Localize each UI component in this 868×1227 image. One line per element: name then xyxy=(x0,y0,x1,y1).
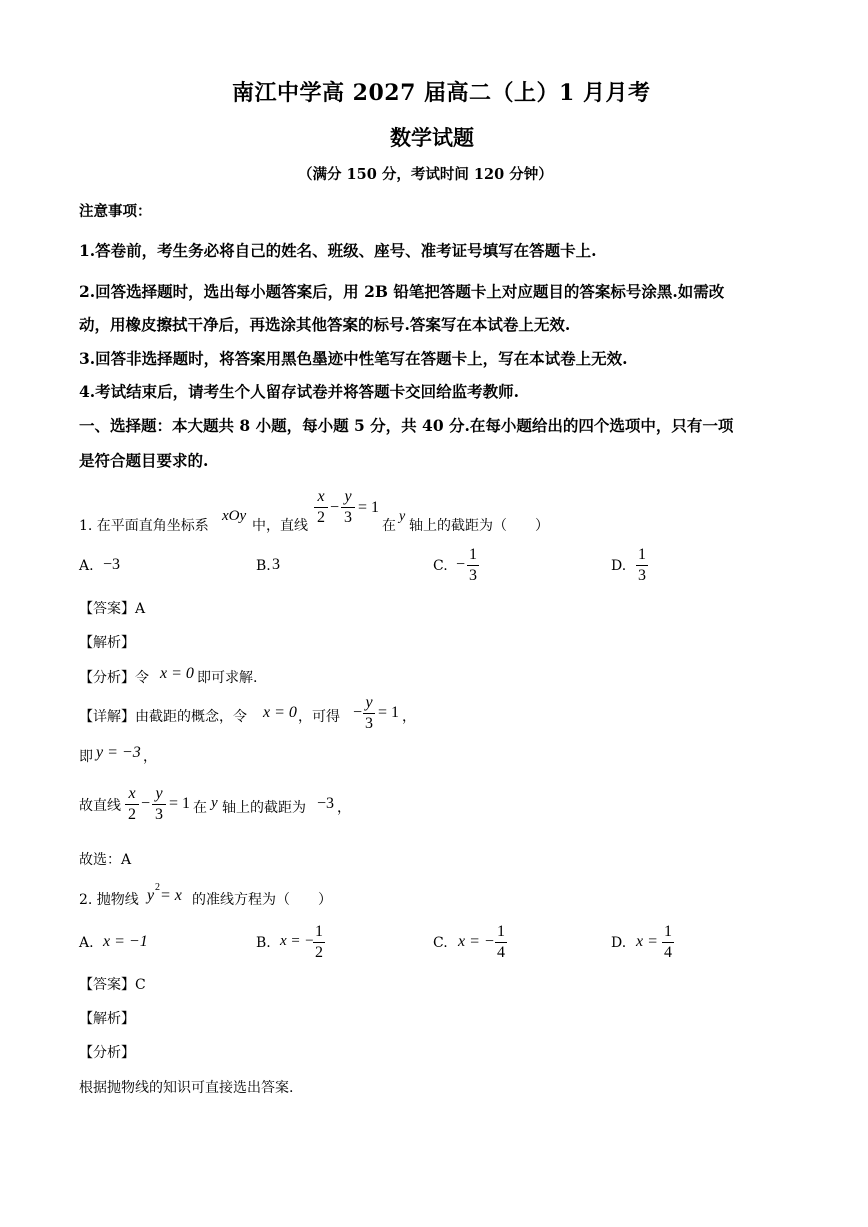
q1-gu-minus: − xyxy=(141,795,151,812)
q1-fenxi-a: 【分析】令 xyxy=(79,670,149,686)
q1-gu-b: 在 xyxy=(193,800,207,816)
q1-detail-frac: y 3 xyxy=(365,694,373,732)
q1-detail-a: 【详解】由截距的概念，令 xyxy=(79,709,247,725)
q1-gu-c: 轴上的截距为 xyxy=(222,800,306,816)
note-item-3: 3.回答非选择题时，将答案用黑色墨迹中性笔写在答题卡上，写在本试卷上无效. xyxy=(79,349,628,368)
q1-analysis-head: 【解析】 xyxy=(79,635,135,651)
q1-ji-a: 即 xyxy=(79,749,93,765)
exam-title: 南江中学高 2027 届高二（上）1 月月考 xyxy=(232,80,651,106)
q1-ji-math: y = −3 xyxy=(96,744,141,761)
q1-suffix-b: 轴上的截距为（ ） xyxy=(409,518,549,534)
q2-eq: y xyxy=(147,887,155,904)
q2-option-a-label: A. xyxy=(79,935,94,951)
q2-option-d-pre: x = xyxy=(636,933,658,950)
q1-gu-d: ， xyxy=(337,800,351,816)
q1-detail-b: ，可得 xyxy=(298,709,340,725)
q1-gu-frac-x: x 2 xyxy=(125,785,139,824)
q2-option-b-pre: x = − xyxy=(280,933,315,949)
q1-detail-sign: − xyxy=(353,704,363,721)
q1-gu-a: 故直线 xyxy=(79,798,121,814)
q2-option-a: x = −1 xyxy=(103,933,148,950)
q1-option-c-frac: 1 3 xyxy=(469,546,477,584)
q1-gu-frac-y: y 3 xyxy=(152,785,166,824)
q2-option-c-pre: x = − xyxy=(458,933,495,950)
q2-analysis-head: 【解析】 xyxy=(79,1011,135,1027)
q1-option-d-label: D. xyxy=(611,558,627,574)
q1-suffix-a: 在 xyxy=(382,518,396,534)
q1-option-b-label: B. xyxy=(256,558,271,574)
q1-option-d-frac: 1 3 xyxy=(638,546,646,584)
q1-fenxi-math: x = 0 xyxy=(160,665,194,682)
q1-choose: 故选：A xyxy=(79,852,132,868)
q1-option-c-sign: − xyxy=(456,556,466,573)
q1-axis: y xyxy=(399,509,406,524)
q1-detail-math: x = 0 xyxy=(263,704,297,721)
section-heading-line2: 是符合题目要求的. xyxy=(79,451,209,470)
q1-mid: 中，直线 xyxy=(252,518,308,534)
q1-coord: xOy xyxy=(222,508,247,524)
q2-fenxi: 【分析】 xyxy=(79,1045,135,1061)
q1-option-c-label: C. xyxy=(433,558,448,574)
exam-info: （满分 150 分，考试时间 120 分钟） xyxy=(298,166,553,183)
q2-answer: 【答案】C xyxy=(79,977,146,993)
subject-title: 数学试题 xyxy=(390,125,474,150)
q2-option-b-frac: 1 2 xyxy=(315,923,323,961)
q1-eq-equals: = 1 xyxy=(358,499,380,516)
q1-answer: 【答案】A xyxy=(79,601,146,617)
q1-prefix: 1. 在平面直角坐标系 xyxy=(79,518,209,534)
q1-detail-c: ， xyxy=(402,709,416,725)
q2-prefix: 2. 抛物线 xyxy=(79,892,139,908)
q2-suffix: 的准线方程为（ ） xyxy=(192,892,332,908)
notes-heading: 注意事项： xyxy=(79,203,152,220)
note-item-2a: 2.回答选择题时，选出每小题答案后，用 2B 铅笔把答题卡上对应题目的答案标号涂黑.如需改 xyxy=(79,282,725,301)
q2-option-d-label: D. xyxy=(611,935,627,951)
q2-option-c-frac: 1 4 xyxy=(497,923,505,961)
q1-option-b: 3 xyxy=(272,556,280,573)
q2-option-d-frac: 1 4 xyxy=(664,923,672,961)
q1-eq-frac-x: x 2 xyxy=(314,488,328,527)
note-item-2b: 动，用橡皮擦拭干净后，再选涂其他答案的标号.答案写在本试卷上无效. xyxy=(79,315,571,334)
q1-gu-axis: y xyxy=(211,795,218,811)
q1-gu-eq: = 1 xyxy=(169,795,191,812)
q1-eq-frac-y: y 3 xyxy=(341,488,355,527)
q2-text: 根据抛物线的知识可直接选出答案. xyxy=(79,1080,294,1096)
q1-detail-eq: = 1 xyxy=(378,704,400,721)
q1-gu-val: −3 xyxy=(317,795,335,812)
q1-option-a-label: A. xyxy=(79,558,94,574)
q1-eq-minus: − xyxy=(330,499,340,516)
note-item-4: 4.考试结束后，请考生个人留存试卷并将答题卡交回给监考教师. xyxy=(79,382,520,401)
section-heading-line1: 一、选择题：本大题共 8 小题，每小题 5 分，共 40 分.在每小题给出的四个选项中，只有一项 xyxy=(79,416,734,435)
q1-fenxi-b: 即可求解. xyxy=(197,670,258,686)
q1-option-a: −3 xyxy=(103,556,121,573)
q2-option-b-label: B. xyxy=(256,935,271,951)
q2-eq-rest: = x xyxy=(160,887,182,904)
q1-ji-b: ， xyxy=(143,749,157,765)
q2-option-c-label: C. xyxy=(433,935,448,951)
note-item-1: 1.答卷前，考生务必将自己的姓名、班级、座号、准考证号填写在答题卡上. xyxy=(79,241,597,260)
q2-eq-sup: 2 xyxy=(155,882,160,893)
